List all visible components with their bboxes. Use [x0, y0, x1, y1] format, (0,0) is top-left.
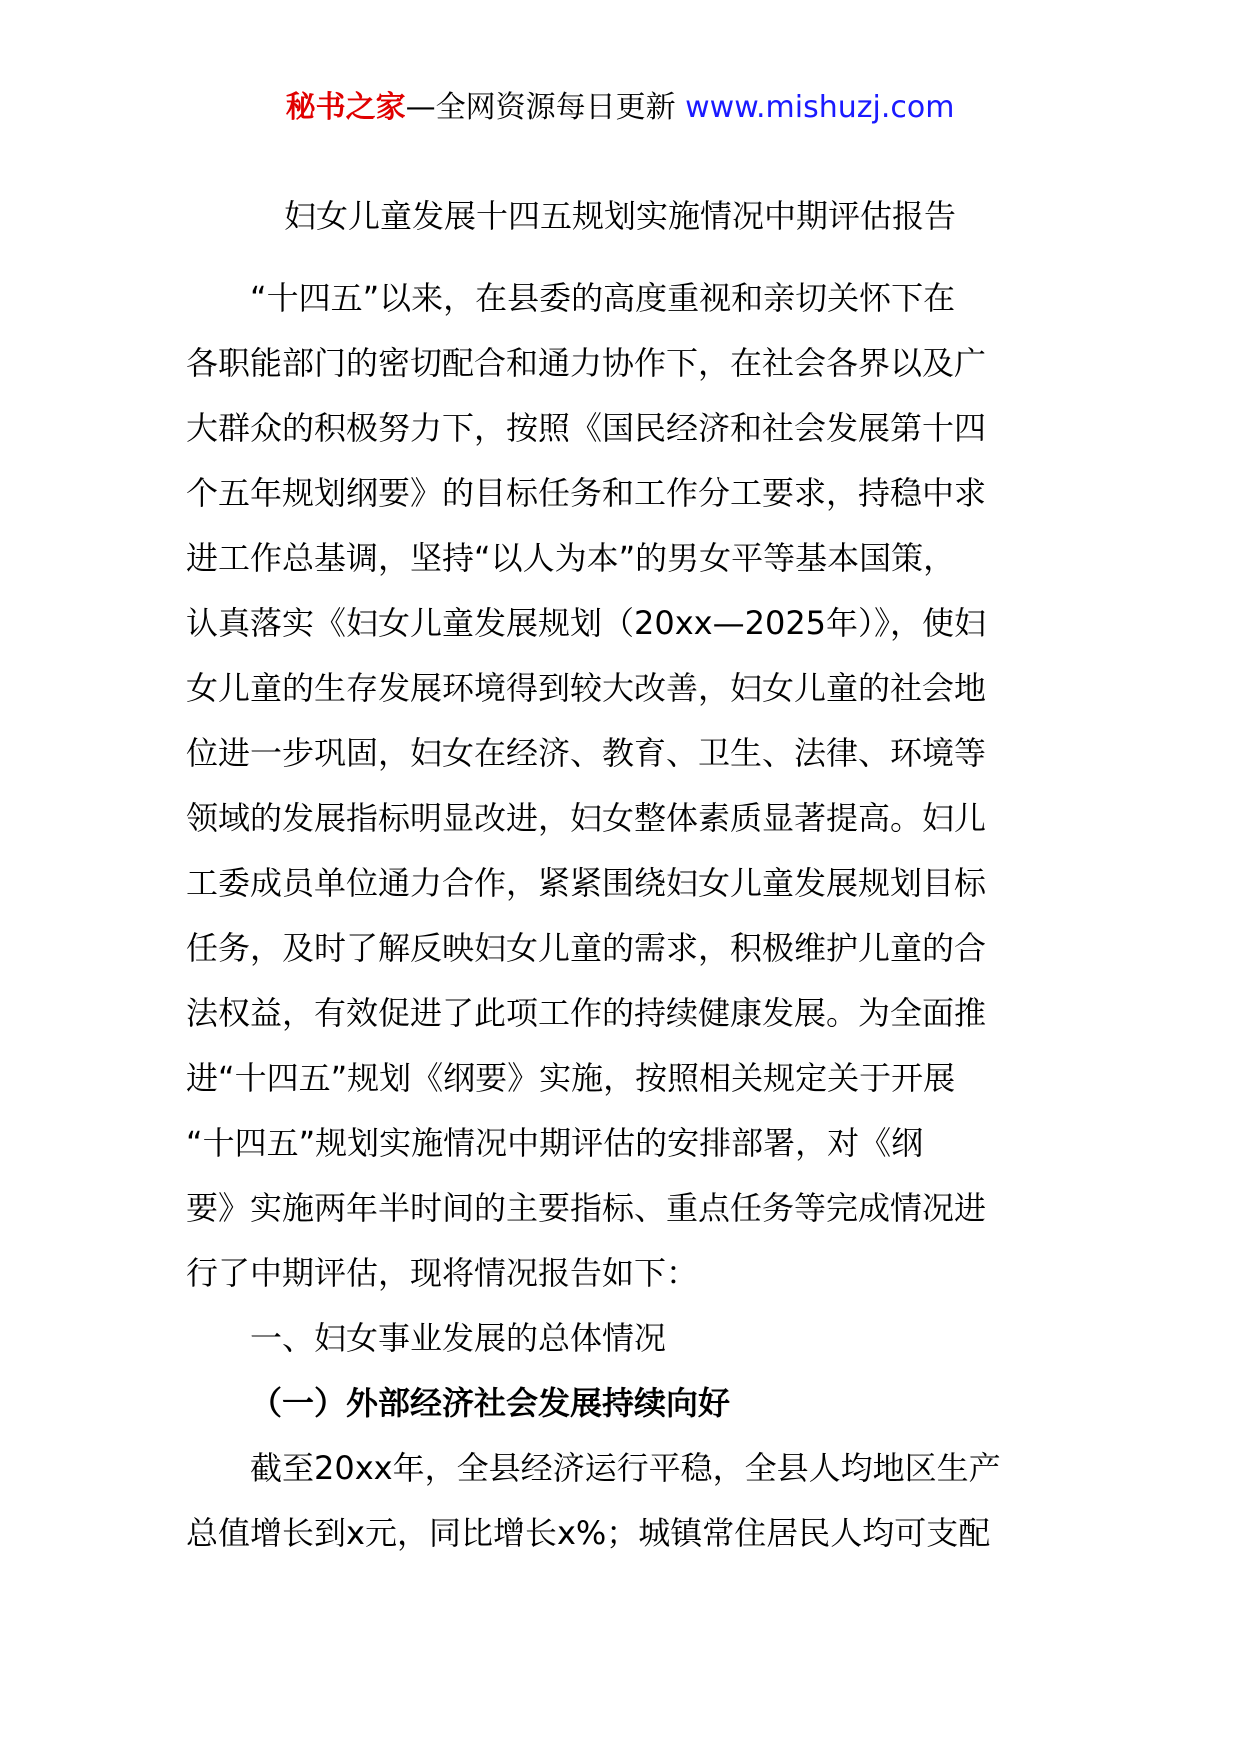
paragraph-line: “十四五”规划实施情况中期评估的安排部署，对《纲 [186, 1124, 924, 1162]
paragraph-line: 工委成员单位通力合作，紧紧围绕妇女儿童发展规划目标 [186, 864, 987, 902]
paragraph-line: 位进一步巩固，妇女在经济、教育、卫生、法律、环境等 [186, 734, 987, 772]
paragraph-line: “十四五”以来，在县委的高度重视和亲切关怀下在 [250, 279, 956, 317]
paragraph-line: 女儿童的生存发展环境得到较大改善，妇女儿童的社会地 [186, 669, 987, 707]
section-heading: 一、妇女事业发展的总体情况 [250, 1319, 667, 1357]
paragraph-line: 截至20xx年，全县经济运行平稳，全县人均地区生产 [250, 1449, 1001, 1487]
header-tagline: —全网资源每日更新 [405, 90, 686, 125]
document-body [186, 266, 1066, 1566]
paragraph-line: 各职能部门的密切配合和通力协作下，在社会各界以及广 [186, 344, 987, 382]
paragraph-line: 法权益，有效促进了此项工作的持续健康发展。为全面推 [186, 994, 987, 1032]
paragraph-line: 认真落实《妇女儿童发展规划（20xx—2025年）》，使妇 [186, 604, 987, 642]
document-title: 妇女儿童发展十四五规划实施情况中期评估报告 [283, 197, 956, 235]
paragraph-line: 任务，及时了解反映妇女儿童的需求，积极维护儿童的合 [186, 929, 987, 967]
paragraph-line: 要》实施两年半时间的主要指标、重点任务等完成情况进 [186, 1189, 987, 1227]
paragraph-line: 进“十四五”规划《纲要》实施，按照相关规定关于开展 [186, 1059, 956, 1097]
brand-name: 秘书之家 [285, 90, 406, 125]
site-url[interactable]: www.mishuzj.com [685, 90, 955, 125]
site-header [0, 88, 1240, 128]
paragraph-line: 总值增长到x元，同比增长x%；城镇常住居民人均可支配 [186, 1514, 991, 1552]
paragraph-line: 领域的发展指标明显改进，妇女整体素质显著提高。妇儿 [186, 799, 987, 837]
paragraph-line: 行了中期评估，现将情况报告如下： [186, 1254, 699, 1292]
paragraph-line: 个五年规划纲要》的目标任务和工作分工要求，持稳中求 [186, 474, 987, 512]
paragraph-line: 大群众的积极努力下，按照《国民经济和社会发展第十四 [186, 409, 987, 447]
paragraph-line: 进工作总基调，坚持“以人为本”的男女平等基本国策， [186, 539, 956, 577]
subsection-heading: （一）外部经济社会发展持续向好 [250, 1384, 731, 1422]
